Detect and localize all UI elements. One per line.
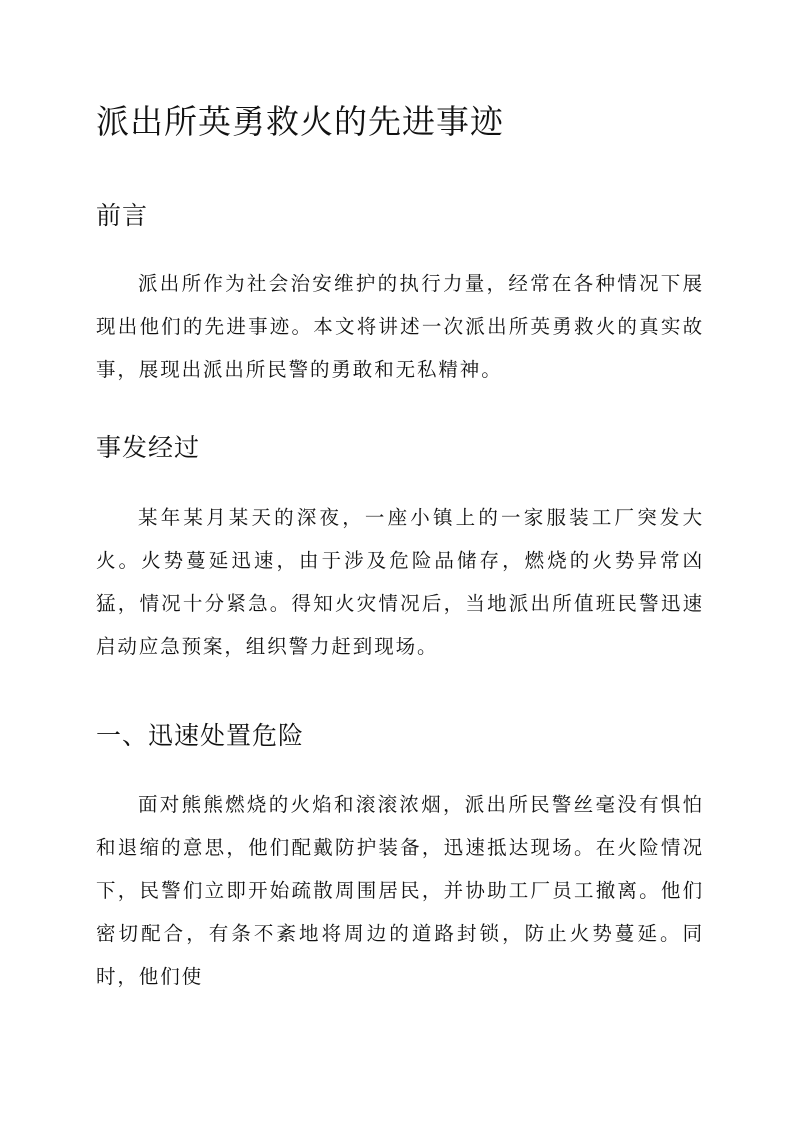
document-title: 派出所英勇救火的先进事迹 [96, 102, 504, 141]
paragraph-preface: 派出所作为社会治安维护的执行力量，经常在各种情况下展现出他们的先进事迹。本文将讲述一次派出所英勇救火的真实故事，展现出派出所民警的勇敢和无私精神。 [96, 272, 704, 381]
section-heading-rapid-response: 一、迅速处置危险 [96, 721, 305, 750]
paragraph-incident: 某年某月某天的深夜，一座小镇上的一家服装工厂突发大火。火势蔓延迅速，由于涉及危险品储存，燃烧的火势异常凶猛，情况十分紧急。得知火灾情况后，当地派出所值班民警迅速启动应急预案，组织警力赶到现场。 [96, 506, 704, 658]
section-heading-preface: 前言 [96, 201, 149, 230]
paragraph-rapid-response: 面对熊熊燃烧的火焰和滚滚浓烟，派出所民警丝毫没有惧怕和退缩的意思，他们配戴防护装备，迅速抵达现场。在火险情况下，民警们立即开始疏散周围居民，并协助工厂员工撤离。他们密切配合，有条不紊地将周边的道路封锁，防止火势蔓延。同时，他们使 [96, 793, 704, 988]
section-heading-incident: 事发经过 [96, 433, 201, 462]
